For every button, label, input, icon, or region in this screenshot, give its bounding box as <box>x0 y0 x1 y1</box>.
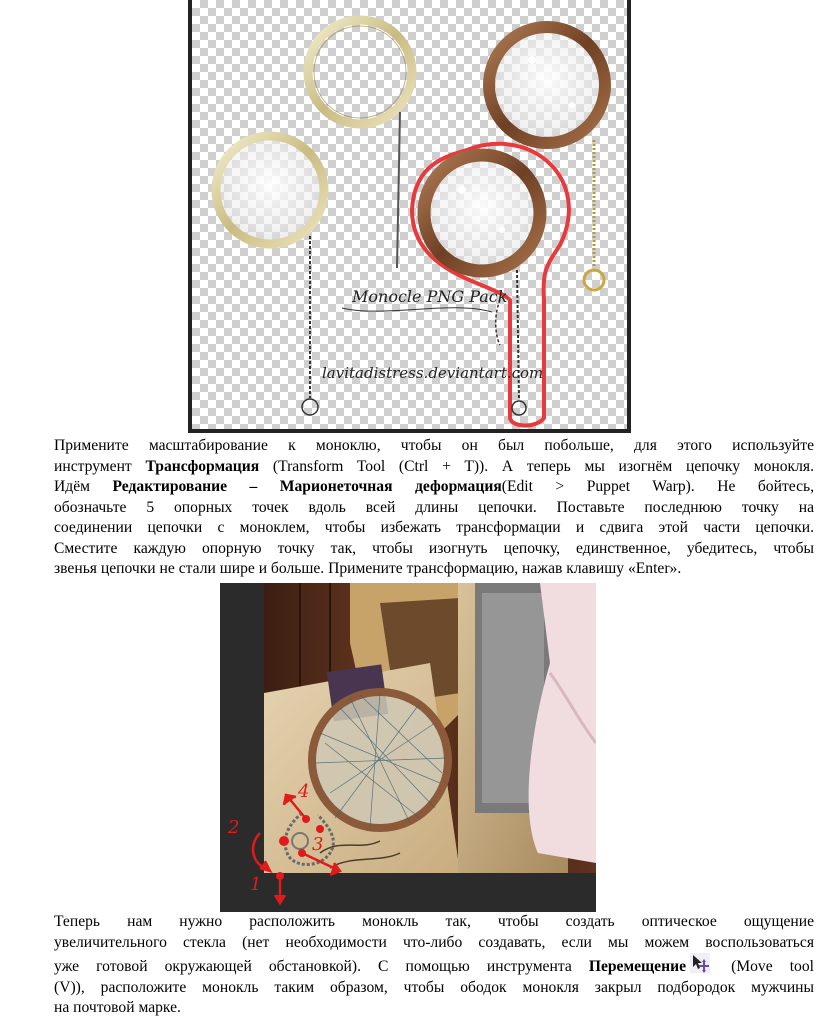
transform-tool-term: Трансформация <box>145 457 260 475</box>
p2-line-4: (V)), расположите монокль таким образом, чтобы ободок монокля закрыл подбородок мужчины <box>54 978 814 996</box>
collage-illustration <box>220 583 596 912</box>
puppet-warp-term: Редактирование – Марионеточная деформация <box>112 478 502 495</box>
pin-5 <box>316 825 324 833</box>
puppet-warp-collage-image <box>220 583 596 912</box>
p1-line-7: звенья цепочки не стали шире и больше. Примените трансформацию, нажав клавишу «Enter». <box>54 560 682 577</box>
pin-number-2: 2 <box>228 817 240 838</box>
p1-line-2: инструмент Трансформация (Transform Tool (Ctrl + T)). А теперь мы изогнём цепочку монокля. <box>54 457 814 475</box>
pack-title-label: Monocle PNG Pack <box>352 287 508 306</box>
pin-number-3: 3 <box>312 834 324 855</box>
p2-line-1: Теперь нам нужно расположить монокль так, чтобы создать оптическое ощущение <box>54 913 814 930</box>
p2-line-2: увеличительного стекла (нет необходимости что-либо создавать, если мы можем воспользоваться <box>54 933 814 951</box>
pin-number-1: 1 <box>250 874 262 895</box>
p1-line-6: Сместите каждую опорную точку так, чтобы изогнуть цепочку, единственное, убедитесь, чтобы <box>54 539 814 557</box>
warped-monocle <box>312 692 448 828</box>
monocle-pack-image <box>188 0 631 433</box>
p1-line-4: обозначьте 5 опорных точек вдоль всей длины цепочки. Поставьте последнюю точку на <box>54 498 814 516</box>
pin-2 <box>279 836 289 846</box>
move-tool-icon <box>690 953 710 973</box>
gold-monocle-top <box>308 20 412 268</box>
bronze-monocle-selected <box>412 144 569 426</box>
p2-line-5: на почтовой марке. <box>54 999 181 1016</box>
instruction-paragraph-2 <box>54 912 814 1019</box>
gold-monocle-left <box>216 136 324 415</box>
move-tool-term: Перемещение <box>588 958 686 975</box>
p1-line-1: Примените масштабирование к моноклю, чтобы он был побольше, для этого используйте <box>54 437 814 454</box>
transparent-checkerboard <box>192 0 627 429</box>
credit-label: lavitadistress.deviantart.com <box>322 364 544 382</box>
p1-line-5: соединении цепочки с моноклем, чтобы избежать трансформации и сдвига этой части цепочки. <box>54 519 814 536</box>
instruction-paragraph-1 <box>54 436 814 580</box>
pin-number-4: 4 <box>298 781 310 802</box>
monocle-pack-illustration <box>192 0 627 429</box>
p2-line-3: уже готовой окружающей обстановкой). С помощью инструмента Перемещение (Move tool <box>54 953 814 978</box>
p1-line-3: Идём Редактирование – Марионеточная деформация(Edit > Puppet Warp). Не бойтесь, <box>54 478 814 495</box>
